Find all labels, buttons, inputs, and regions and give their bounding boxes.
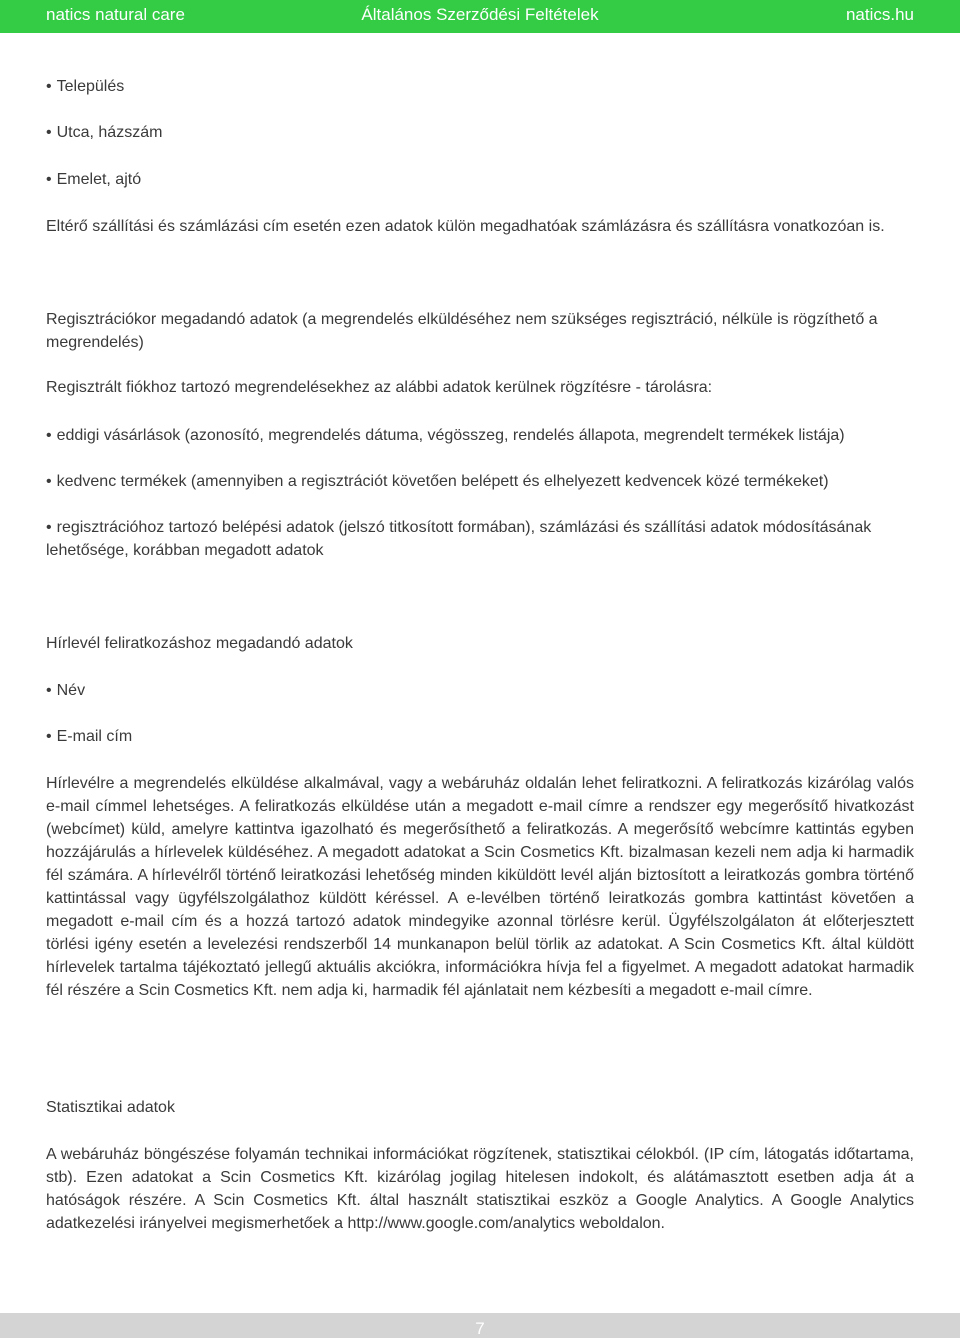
registration-intro: Regisztrációkor megadandó adatok (a megrendelés elküldéséhez nem szükséges regisztráció, nélküle is rögzíthető a megrendelés) (46, 311, 878, 351)
page-footer (0, 1313, 960, 1338)
document-title: Általános Szerződési Feltételek (361, 5, 599, 24)
list-item: • Emelet, ajtó (46, 168, 914, 191)
list-item: • Utca, házszám (46, 121, 914, 144)
list-item: • Név (46, 679, 914, 702)
page-number: 7 (475, 1319, 485, 1338)
page-header (0, 0, 960, 33)
registration-subtitle: Regisztrált fiókhoz tartozó megrendelésekhez az alábbi adatok kerülnek rögzítésre - tárolásra: (46, 379, 713, 396)
newsletter-body: Hírlevélre a megrendelés elküldése alkalmával, vagy a webáruház oldalán lehet feliratkozni. A feliratkozás kizárólag valós e-mail címmel lehetséges. A feliratkozás elküldése után a megadott e-mail címre a rendszer egy megerősítő hivatkozást (webcímet) küld, amelyre kattintva igazolható és megerősíthető a feliratkozás. A megerősítő webcímre kattintás egyben hozzájárulás a hírlevelek küldéséhez. A megadott adatokat a Scin Cosmetics Kft. bizalmasan kezeli nem adja ki harmadik fél számára. A hírlevélről történő leiratkozási lehetőség minden kiküldött levél alján biztosított a leiratkozás gombra történő kattintással vagy ügyfélszolgálathoz küldött kéréssel. A e-levélben történő leiratkozás gombra kattintást követően a megadott e-mail cím és a hozzá tartozó adatok mindegyike azonnal törlésre kerül. Ügyfélszolgálaton át előterjesztett törlési igény esetén a levelezési rendszerből 14 munkanapon belül törlik az adatokat. A Scin Cosmetics Kft. által küldött hírlevelek tartalma tájékoztató jellegű aktuális akciókra, információkra hívja fel a figyelmet. A megadott adatokat harmadik fél részére a Scin Cosmetics Kft. nem adja ki, harmadik fél ajánlatait nem kézbesíti a megadott e-mail címre. (46, 775, 914, 999)
statistics-title: Statisztikai adatok (46, 1099, 175, 1116)
address-note: Eltérő szállítási és számlázási cím esetén ezen adatok külön megadhatóak számlázásra és szállításra vonatkozóan is. (46, 218, 885, 235)
newsletter-title: Hírlevél feliratkozáshoz megadandó adatok (46, 635, 353, 652)
list-item: • eddigi vásárlások (azonosító, megrendelés dátuma, végösszeg, rendelés állapota, megrendelt termékek listája) (46, 424, 914, 447)
statistics-body: A webáruház böngészése folyamán technikai információkat rögzítenek, statisztikai célokból. (IP cím, látogatás időtartama, stb). Ezen adatokat a Scin Cosmetics Kft. kizárólag jogilag hitelesen indokolt, és alátámasztott esetben adja át a hatóságok részére. A Scin Cosmetics Kft. által használt statisztikai eszköz a Google Analytics. A Google Analytics adatkezelési irányelvei megismerhetőek a http://www.google.com/analytics weboldalon. (46, 1146, 914, 1232)
site-url: natics.hu (845, 5, 914, 24)
list-item: • regisztrációhoz tartozó belépési adatok (jelszó titkosított formában), számlázási és szállítási adatok módosításának lehetősége, korábban megadott adatok (46, 516, 914, 562)
brand-name: natics natural care (46, 5, 185, 24)
list-item: • Település (46, 75, 914, 98)
list-item: • E-mail cím (46, 725, 914, 748)
list-item: • kedvenc termékek (amennyiben a regisztrációt követően belépett és elhelyezett kedvencek közé termékeket) (46, 470, 914, 493)
